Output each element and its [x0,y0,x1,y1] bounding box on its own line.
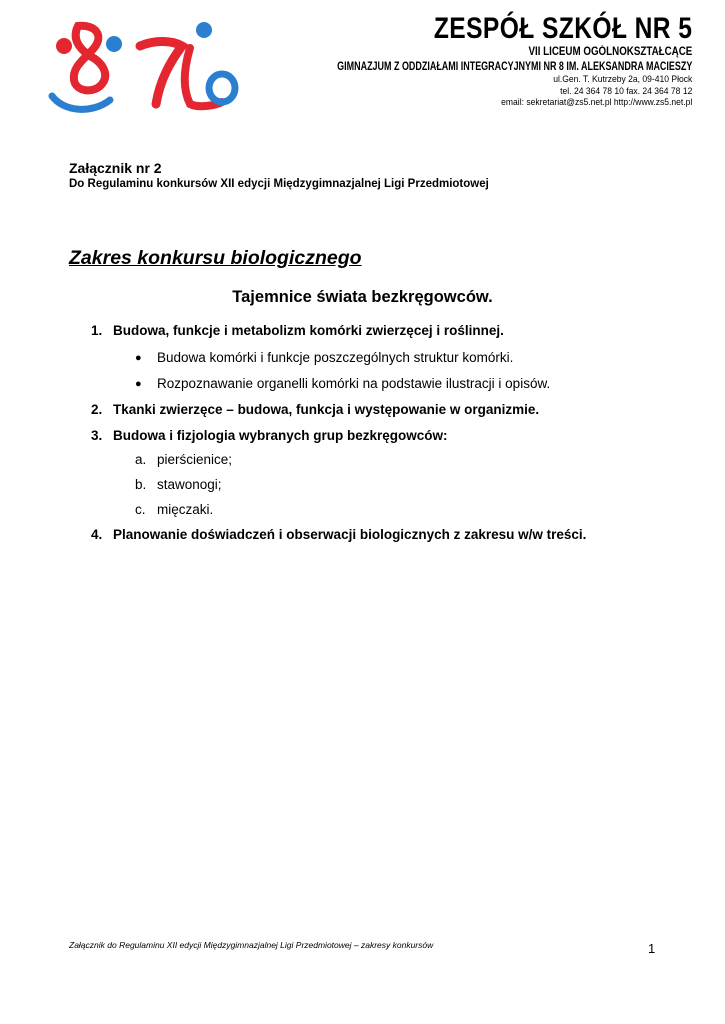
list-item-number: 4. [91,527,103,542]
list-item-number: 2. [91,402,103,417]
school-logo [44,18,244,123]
bullet-icon: ● [135,352,142,364]
annex-subtitle: Do Regulaminu konkursów XII edycji Międzygimnazjalnej Ligi Przedmiotowej [69,178,489,190]
page-title: Zakres konkursu biologicznego [69,247,362,269]
bullet-text: Budowa komórki i funkcje poszczególnych struktur komórki. [157,350,514,365]
list-item-text: Budowa i fizjologia wybranych grup bezkręgowców: [113,428,448,443]
sub-item-letter: a. [135,452,147,467]
sub-item-letter: b. [135,477,147,492]
footer-text: Załącznik do Regulaminu XII edycji Międzygimnazjalnej Ligi Przedmiotowej – zakresy konkursów [69,940,434,950]
logo-eight [52,26,122,110]
logo-7lo [140,22,235,106]
annex-title: Załącznik nr 2 [69,160,162,176]
school-address: ul.Gen. T. Kutrzeby 2a, 09-410 Płock [552,74,692,85]
bullet-text: Rozpoznawanie organelli komórki na podstawie ilustracji i opisów. [157,376,551,391]
school-phone: tel. 24 364 78 10 fax. 24 364 78 12 [559,85,692,97]
sub-item-text: mięczaki. [157,502,214,517]
letterhead [237,14,692,109]
school-name: ZESPÓŁ SZKÓŁ NR 5 [433,12,692,45]
list-item-number: 3. [91,428,103,443]
school-contact: email: sekretariat@zs5.net.pl http://www.zs5.net.pl [500,97,692,108]
school-subtitle-gymnasium: GIMNAZJUM Z ODDZIAŁAMI INTEGRACYJNYMI NR 8 IM. ALEKSANDRA MACIESZY [336,61,692,73]
list-item-text: Budowa, funkcje i metabolizm komórki zwierzęcej i roślinnej. [113,323,504,338]
contest-topic: Tajemnice świata bezkręgowców. [232,288,493,306]
sub-item-text: stawonogi; [157,477,222,492]
sub-item-letter: c. [135,502,146,517]
list-item-text: Planowanie doświadczeń i obserwacji biologicznych z zakresu w/w treści. [113,527,587,542]
bullet-icon: ● [135,378,142,390]
list-item-text: Tkanki zwierzęce – budowa, funkcja i występowanie w organizmie. [113,402,540,417]
sub-item-text: pierścienice; [157,452,233,467]
page-number: 1 [648,941,656,956]
list-item-number: 1. [91,323,103,338]
school-subtitle-lyceum: VII LICEUM OGÓLNOKSZTAŁCĄCE [528,46,692,58]
